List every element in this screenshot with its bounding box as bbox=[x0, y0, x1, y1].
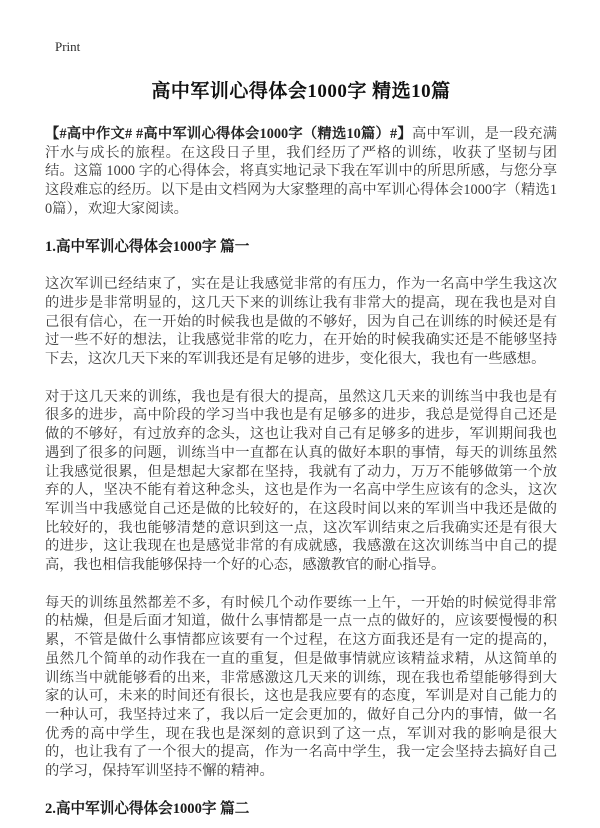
intro-paragraph bbox=[45, 125, 557, 219]
section-1-paragraph-3: 每天的训练虽然都差不多，有时候几个动作要练一上午，一开始的时候觉得非常的枯燥，但是后面才知道，做什么事情都是一点一点的做好的，应该要慢慢的积累，不管是做什么事情都应该要有一个过程，在这方面我还是有一定的提高的，虽然几个简单的动作我在一直的重复，但是做事情就应该精益求精，从这简单的训练当中就能够看的出来，非常感激这几天来的训练，现在我也希望能够得到大家的认可，未来的时间还有很长，这也是我应要有的态度，军训是对自己能力的一种认可，我坚持过来了，我以后一定会更加的，做好自己分内的事情，做一名优秀的高中学生，现在我也是深刻的意识到了这一点，军训对我的影响是很大的，也让我有了一个很大的提高，作为一名高中学生，我一定会坚持去搞好自己的学习，保持军训坚持不懈的精神。 bbox=[45, 594, 557, 780]
intro-bold-lead: 【#高中作文# #高中军训心得体会1000字（精选10篇）#】 bbox=[45, 126, 412, 142]
print-button[interactable]: Print bbox=[55, 39, 81, 54]
page-title: 高中军训心得体会1000字 精选10篇 bbox=[151, 81, 451, 102]
intro-text: 高中军训，是一段充满汗水与成长的旅程。在这段日子里，我们经历了严格的训练，收获了坚韧与团结。这篇 1000 字的心得体会，将真实地记录下我在军训中的所思所感，与您分享这段难忘的经历。以下是由文档网为大家整理的高中军训心得体会1000字（精选10篇），欢迎大家阅读。 bbox=[45, 126, 558, 217]
section-1-paragraph-1: 这次军训已经结束了，实在是让我感觉非常的有压力，作为一名高中学生我这次的进步是非常明显的，这几天下来的训练让我有非常大的提高，现在我也是对自己很有信心，在一开始的时候我也是做的不够好，因为自己在训练的时候还是有过一些不好的想法，让我感觉非常的吃力，在开始的时候我确实还是不能够坚持下去，这次几天下来的军训我还是有足够的进步，变化很大，我也有一些感想。 bbox=[45, 276, 557, 368]
section-2-heading: 2.高中军训心得体会1000字 篇二 bbox=[45, 800, 250, 817]
section-1-heading: 1.高中军训心得体会1000字 篇一 bbox=[45, 238, 250, 255]
section-1-paragraph-2: 对于这几天来的训练，我也是有很大的提高，虽然这几天来的训练当中我也是有很多的进步，高中阶段的学习当中我也是有足够多的进步，我总是觉得自己还是做的不够好，有过放弃的念头，这也让我对自己有足够多的进步，军训期间我也遇到了很多的问题，训练当中一直都在认真的做好本职的事情，每天的训练虽然让我感觉很累，但是想起大家都在坚持，我就有了动力，万万不能够做第一个放弃的人，坚决不能有着这种念头，这也是作为一名高中学生应该有的念头，这次军训当中我感觉自己还是做的比较好的，在这段时间以来的军训当中我还是做的比较好的，我也能够清楚的意识到这一点，这次军训结束之后我确实还是有很大的进步，这让我现在也是感觉非常的有成就感，我感激在这次训练当中自己的提高，我也相信我能够保持一个好的心态，感激教官的耐心指导。 bbox=[45, 388, 557, 574]
